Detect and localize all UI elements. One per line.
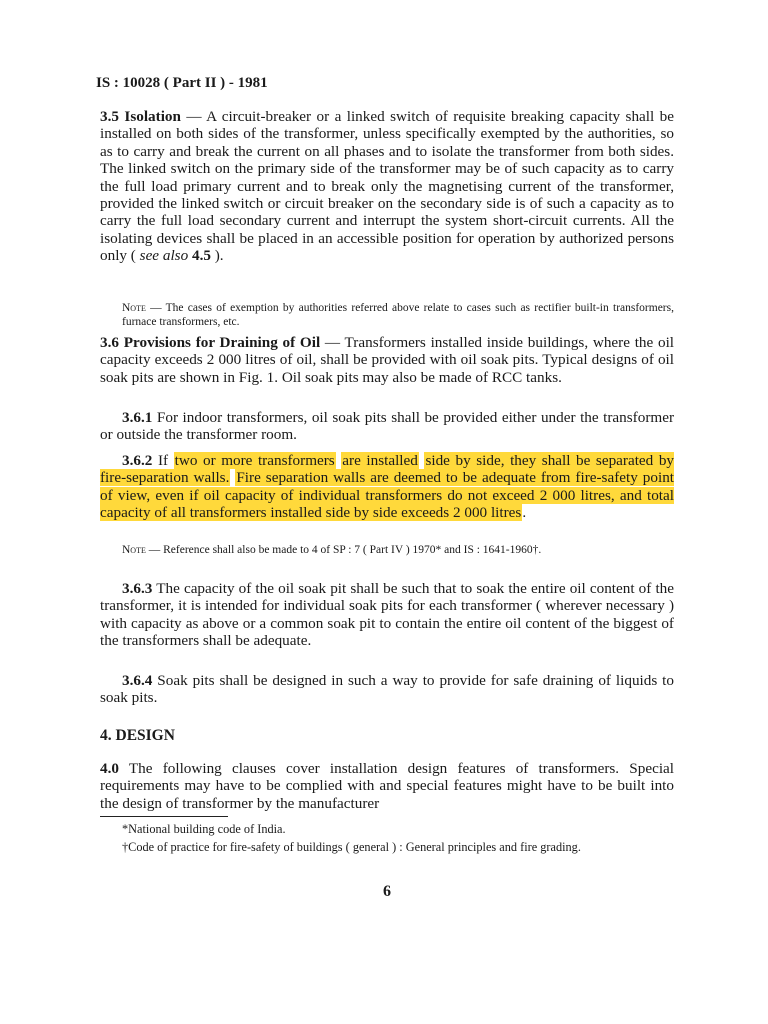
- note-reference: [100, 543, 674, 557]
- clause-title: Provisions for Draining of Oil: [123, 334, 321, 351]
- clause-3-6-3: [100, 580, 674, 650]
- clause-3-6-1: [100, 409, 674, 444]
- clause-text: Soak pits shall be designed in such a way to provide for safe draining of liquids to soak pits.: [100, 672, 674, 707]
- clause-3-6: [100, 334, 674, 386]
- highlight: two or more transformers: [174, 452, 335, 469]
- note-text: — The cases of exemption by authorities referred above relate to cases such as rectifier built-in transformers, furnace transformers, etc.: [122, 302, 674, 328]
- highlight: are installed: [342, 452, 418, 469]
- clause-text: — Transformers installed inside buildings, where the oil capacity exceeds 2 000 litres of oil, shall be provided with oil soak pits. Typical designs of oil soak pits are shown in Fig. 1. Oil soak pits may also be made of RCC tanks.: [100, 334, 675, 386]
- standard-header: IS : 10028 ( Part II ) - 1981: [96, 75, 268, 91]
- note-label: Note: [122, 302, 146, 314]
- clause-number: 4.0: [100, 760, 119, 777]
- section-heading-design: 4. DESIGN: [100, 727, 175, 744]
- clause-number: 3.6.3: [122, 580, 153, 597]
- clause-text: A circuit-breaker or a linked switch of requisite breaking capacity shall be installed on both sides of the transformer, unless specifically exempted by the authorities, so as to carry and break the current on all phases and to isolate the transformer from both sides. The linked switch on the primary side of the transformer may be of such capacity as to carry the full load primary current and to break only the magnetising current of the transformer, provided the linked switch or circuit breaker on the secondary side is of such a capacity as to carry the full load secondary current and interrupt the system short-circuit currents. All the isolating devices shall be placed in an accessible position for operation by authorized persons only (: [100, 108, 674, 265]
- clause-text: If: [152, 452, 174, 469]
- clause-title: Isolation: [124, 108, 181, 125]
- clause-number: 3.6: [100, 334, 119, 351]
- clause-text: The capacity of the oil soak pit shall be such that to soak the entire oil content of the transformer, it is intended for individual soak pits for each transformer ( wherever necessary ) with capacity as above or a common soak pit to contain the entire oil content of the biggest of the transformers shall be adequate.: [100, 580, 674, 650]
- clause-3-5: [100, 108, 674, 265]
- clause-text: .: [522, 504, 527, 522]
- see-also-text: see also: [139, 247, 189, 265]
- clause-3-6-4: [100, 672, 674, 707]
- note-exemption: [100, 301, 674, 329]
- page-number: 6: [383, 883, 391, 900]
- clause-number: 3.6.1: [122, 409, 153, 426]
- note-text: — Reference shall also be made to 4 of SP : 7 ( Part IV ) 1970* and IS : 1641-1960†.: [145, 544, 542, 556]
- clause-number: 3.5: [100, 108, 119, 125]
- cross-reference: 4.5: [188, 247, 211, 265]
- footnote-2: †Code of practice for fire-safety of buildings ( general ) : General principles and fire grading.: [122, 840, 581, 854]
- highlight: side by side, they shall be separated by fire-separation walls.: [100, 452, 675, 487]
- note-label: Note: [122, 544, 146, 556]
- footnote-1: *National building code of India.: [122, 822, 286, 836]
- clause-4-0: [100, 760, 674, 812]
- footnote-rule: [100, 816, 228, 817]
- clause-number: 3.6.4: [122, 672, 153, 689]
- clause-dash: —: [180, 108, 207, 125]
- clause-number: 3.6.2: [122, 452, 153, 469]
- clause-3-6-2: [100, 452, 674, 522]
- highlight: Fire separation walls are deemed to be adequate from fire-safety point of view, even if oil capacity of individual transformers do not exceed 2 000 litres, and total capacity of all transformers installed side by side exceeds 2 000 litres: [100, 469, 675, 522]
- clause-text: For indoor transformers, oil soak pits shall be provided either under the transformer or outside the transformer room.: [100, 409, 674, 444]
- clause-end: ).: [210, 247, 224, 265]
- clause-text: The following clauses cover installation design features of transformers. Special requirements may have to be complied with and special features might have to be built into the design of transformer by the manufacturer: [100, 760, 674, 812]
